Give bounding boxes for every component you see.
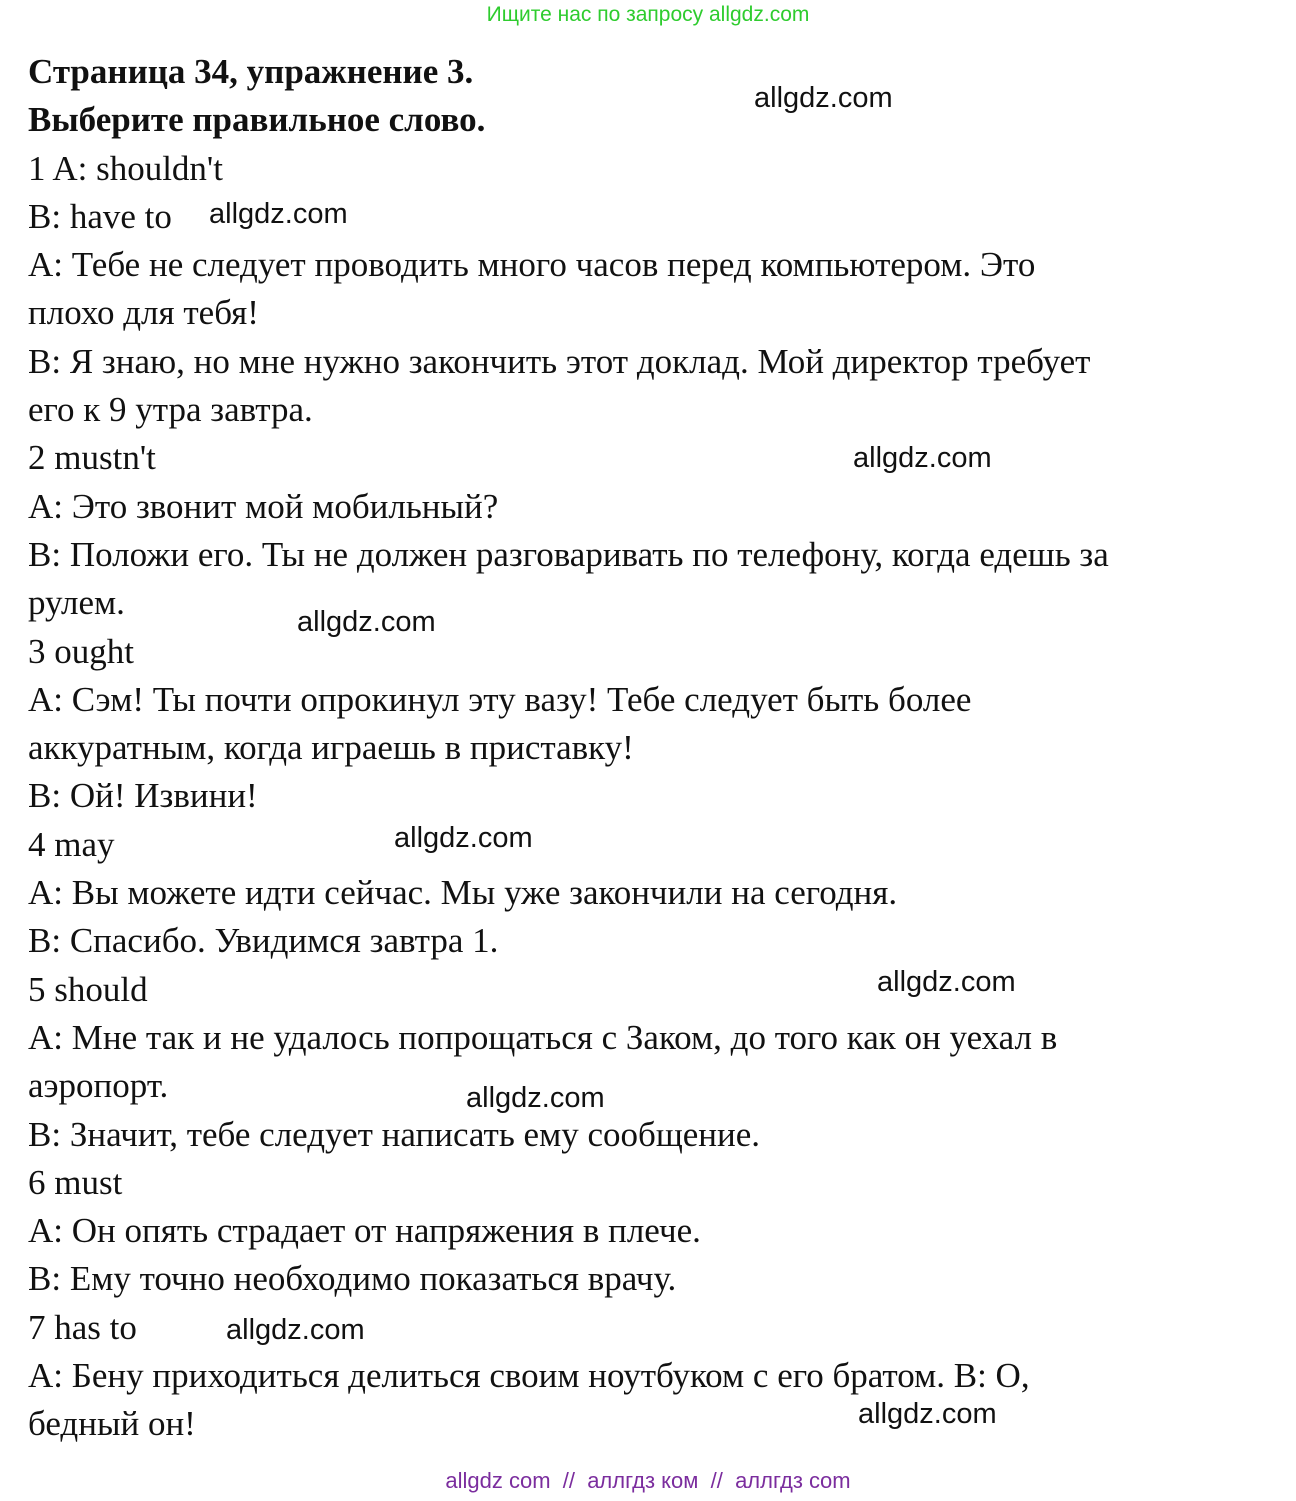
answer-line: B: Ой! Извини! xyxy=(28,776,258,816)
answer-line: A: Это звонит мой мобильный? xyxy=(28,486,499,526)
task-instruction: Выберите правильное слово. xyxy=(28,100,486,140)
answer-line: 6 must xyxy=(28,1162,123,1202)
answer-line: B: Ему точно необходимо показаться врачу. xyxy=(28,1259,677,1299)
answer-line: бедный он! xyxy=(28,1404,196,1444)
watermark: allgdz.com xyxy=(394,822,533,854)
answer-line: A: Мне так и не удалось попрощаться с Заком, до того как он уехал в xyxy=(28,1017,1058,1057)
watermark: allgdz.com xyxy=(754,82,893,114)
answer-line: 2 mustn't xyxy=(28,438,156,478)
answer-line: B: Спасибо. Увидимся завтра 1. xyxy=(28,921,499,961)
answer-line: его к 9 утра завтра. xyxy=(28,390,313,430)
watermark: allgdz.com xyxy=(853,442,992,474)
exercise-content xyxy=(28,48,1268,1449)
top-banner: Ищите нас по запросу allgdz.com xyxy=(486,3,810,26)
watermark: allgdz.com xyxy=(877,966,1016,998)
answer-line: аккуратным, когда играешь в приставку! xyxy=(28,728,634,768)
answer-line: аэропорт. xyxy=(28,1066,169,1106)
answer-line: 7 has to xyxy=(28,1307,137,1347)
answer-line: 4 may xyxy=(28,824,115,864)
answer-line: B: Я знаю, но мне нужно закончить этот доклад. Мой директор требует xyxy=(28,341,1091,381)
answer-line: A: Сэм! Ты почти опрокинул эту вазу! Тебе следует быть более xyxy=(28,679,972,719)
answer-line: рулем. xyxy=(28,583,125,623)
answer-line: плохо для тебя! xyxy=(28,293,259,333)
answer-line: A: Вы можете идти сейчас. Мы уже закончили на сегодня. xyxy=(28,873,898,913)
watermark: allgdz.com xyxy=(226,1314,365,1346)
answer-line: A: Тебе не следует проводить много часов перед компьютером. Это xyxy=(28,245,1036,285)
answer-line: 3 ought xyxy=(28,631,134,671)
watermark: allgdz.com xyxy=(466,1082,605,1114)
answer-line: 5 should xyxy=(28,969,148,1009)
footer-links: allgdz com // аллгдз ком // аллгдз com xyxy=(445,1468,851,1493)
answer-line: B: Положи его. Ты не должен разговаривать по телефону, когда едешь за xyxy=(28,534,1109,574)
answer-line: B: have to xyxy=(28,196,172,236)
page-title: Страница 34, упражнение 3. xyxy=(28,52,474,91)
answer-line: 1 A: shouldn't xyxy=(28,148,223,188)
watermark: allgdz.com xyxy=(209,198,348,230)
watermark: allgdz.com xyxy=(858,1398,997,1430)
answer-line: A: Бену приходиться делиться своим ноутбуком с его братом. B: О, xyxy=(28,1356,1030,1396)
watermark: allgdz.com xyxy=(297,606,436,638)
answer-line: B: Значит, тебе следует написать ему сообщение. xyxy=(28,1114,761,1154)
answer-line: A: Он опять страдает от напряжения в плече. xyxy=(28,1211,701,1251)
